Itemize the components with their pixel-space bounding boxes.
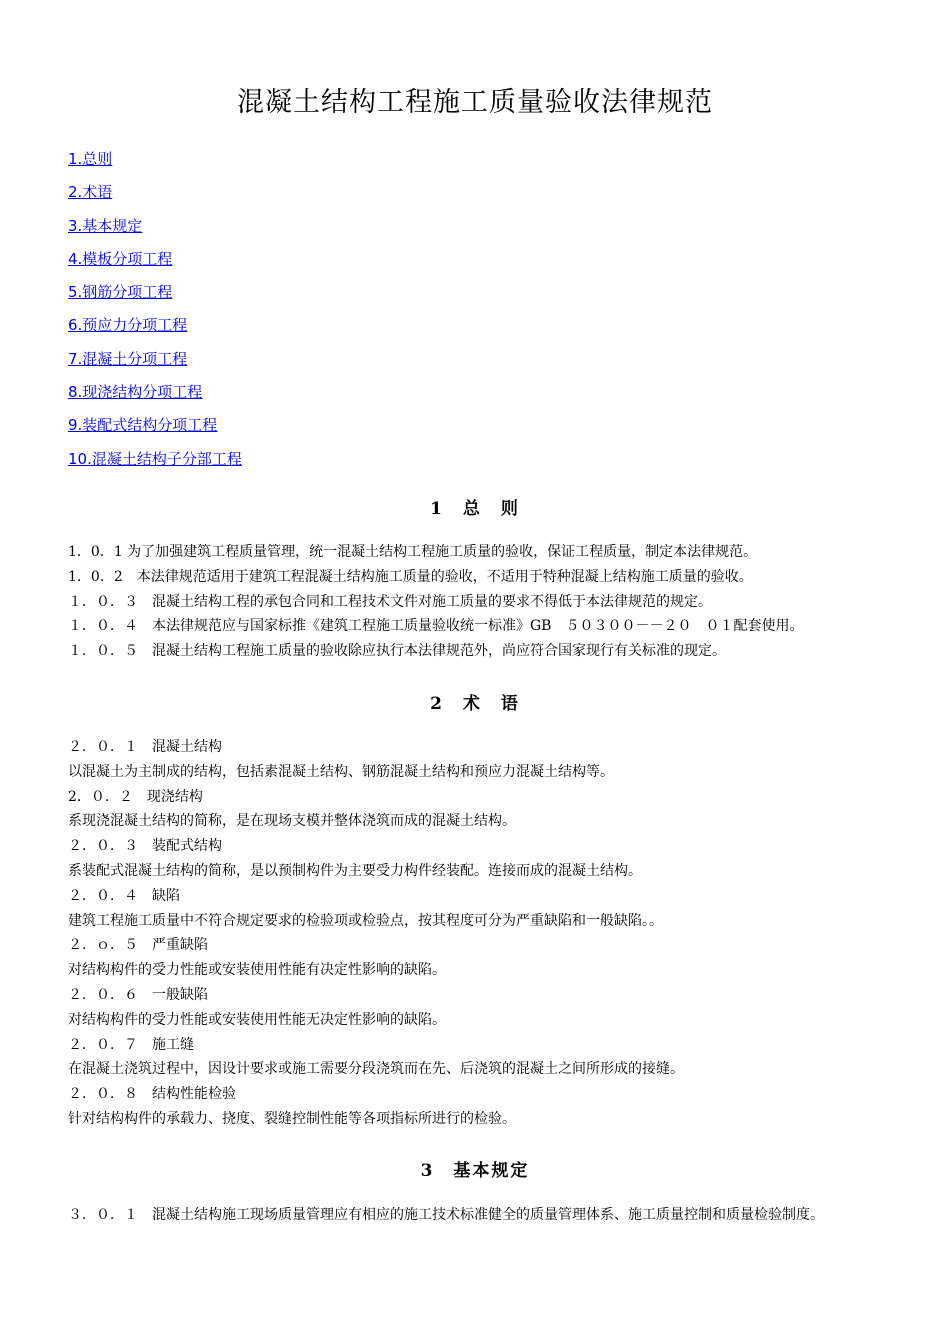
term-heading: ２．０．８ 结构性能检验: [68, 1086, 236, 1103]
toc-item: [68, 448, 242, 481]
toc-link-formwork[interactable]: 4.模板分项工程: [68, 249, 173, 268]
section-heading-terms: 2 术 语: [430, 694, 520, 714]
section-heading-basic-requirements: 3 基本规定: [420, 1161, 530, 1181]
clause-text: 1．0．2 本法律规范适用于建筑工程混凝土结构施工质量的验收，不适用于特种混凝上结构施工质量的验收。: [68, 568, 753, 585]
section-body-terms: [68, 735, 880, 1132]
term-heading: ２．０．１ 混凝土结构: [68, 739, 222, 755]
term-heading: ２．０．６ 一般缺陷: [68, 986, 208, 1003]
toc-link-general-provisions[interactable]: 1.总则: [68, 150, 113, 168]
toc-item: [68, 215, 242, 248]
term-definition: 针对结构构件的承载力、挠度、裂缝控制性能等各项指标所进行的检验。: [68, 1110, 516, 1127]
clause-text: １．０．５ 混凝土结构工程施工质量的验收除应执行本法律规范外，尚应符合国家现行有关标准的现定。: [68, 643, 726, 660]
toc-item: [68, 381, 242, 414]
clause-text: １．０．３ 混凝土结构工程的承包合同和工程技术文件对施工质量的要求不得低于本法律规范的规定。: [68, 593, 712, 610]
term-definition: 系装配式混凝土结构的简称，是以预制构件为主要受力构件经装配。连接而成的混凝土结构。: [68, 862, 642, 879]
clause-text: ３．０．１ 混凝土结构施工现场质量管理应有相应的施工技术标准健全的质量管理体系、施工质量控制和质量检验制度。: [68, 1207, 824, 1223]
term-heading: ２．ｏ．５ 严重缺陷: [68, 937, 208, 954]
term-definition: 在混凝土浇筑过程中，因设计要求或施工需要分段浇筑而在先、后浇筑的混凝土之间所形成的接缝。: [68, 1061, 684, 1078]
section-heading-general-provisions: 1 总 则: [430, 499, 520, 519]
clause-text: 1．0．1 为了加强建筑工程质量管理，统一混凝土结构工程施工质量的验收，保证工程质量，制定本法律规范。: [68, 544, 758, 560]
toc-item: [68, 414, 242, 447]
term-heading: ２．０．４ 缺陷: [68, 887, 180, 904]
toc-item: [68, 148, 242, 181]
term-definition: 建筑工程施工质量中不符合规定要求的检验项或检验点，按其程度可分为严重缺陷和一般缺陷。。: [68, 912, 663, 929]
table-of-contents: [68, 148, 242, 481]
toc-link-prestress[interactable]: 6.预应力分项工程: [68, 316, 188, 335]
toc-link-terms[interactable]: 2.术语: [68, 183, 113, 202]
toc-link-sub-division[interactable]: 10.混凝土结构子分部工程: [68, 449, 242, 468]
term-definition: 对结构构件的受力性能或安装使用性能无决定性影响的缺陷。: [68, 1011, 446, 1028]
term-heading: ２．０．７ 施工缝: [68, 1036, 194, 1053]
toc-item: [68, 181, 242, 214]
term-heading: ２．０．３ 装配式结构: [68, 838, 222, 855]
toc-item: [68, 281, 242, 314]
clause-text: １．０．４ 本法律规范应与国家标推《建筑工程施工质量验收统一标准》GB ５０３００－－２０ ０１配套使用。: [68, 618, 804, 635]
toc-link-precast[interactable]: 9.装配式结构分项工程: [68, 416, 218, 435]
term-definition: 以混凝土为主制成的结构，包括素混凝土结构、钢筋混凝土结构和预应力混凝土结构等。: [68, 763, 614, 780]
toc-link-concrete[interactable]: 7.混凝土分项工程: [68, 349, 188, 368]
toc-link-reinforcement[interactable]: 5.钢筋分项工程: [68, 283, 173, 302]
term-definition: 对结构构件的受力性能或安装使用性能有决定性影响的缺陷。: [68, 962, 446, 979]
term-heading: 2．０．２ 现浇结构: [68, 788, 203, 805]
toc-link-basic-requirements[interactable]: 3.基本规定: [68, 216, 143, 235]
section-body-basic-requirements: [68, 1203, 880, 1228]
term-definition: 系现浇混凝土结构的简称，是在现场支模并整体浇筑而成的混凝土结构。: [68, 813, 516, 830]
document-title: 混凝土结构工程施工质量验收法律规范: [237, 87, 713, 118]
toc-item: [68, 348, 242, 381]
toc-link-cast-in-situ[interactable]: 8.现浇结构分项工程: [68, 383, 203, 402]
toc-item: [68, 314, 242, 347]
toc-item: [68, 248, 242, 281]
section-body-general-provisions: [68, 540, 880, 664]
